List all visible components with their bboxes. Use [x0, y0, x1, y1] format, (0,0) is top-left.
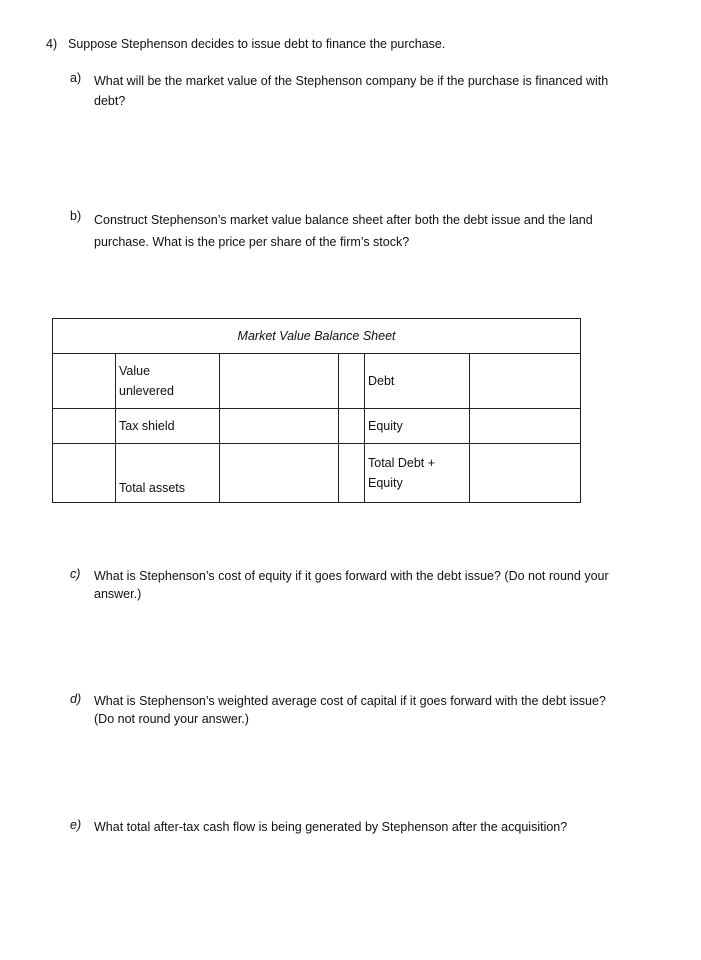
- part-d-line-1: What is Stephenson’s weighted average cost of capital if it goes forward with the debt issue?: [94, 694, 606, 708]
- total-assets-input-cell[interactable]: [220, 444, 339, 503]
- label-cell: [365, 354, 470, 409]
- part-a-line-1: What will be the market value of the Stephenson company be if the purchase is financed with: [94, 74, 609, 88]
- empty-cell[interactable]: [53, 409, 116, 444]
- label-cell: [116, 444, 220, 503]
- label-equity: Equity: [368, 419, 403, 433]
- part-c-line-2: answer.): [94, 587, 142, 601]
- question-number: 4): [46, 37, 58, 51]
- part-a-text: [94, 71, 664, 111]
- part-c-letter: c): [70, 567, 81, 581]
- tax-shield-input-cell[interactable]: [220, 409, 339, 444]
- part-e-line-1: What total after-tax cash flow is being generated by Stephenson after the acquisition?: [94, 820, 568, 834]
- label-cell: [116, 354, 220, 409]
- part-d-text: [94, 692, 664, 728]
- label-cell: [365, 409, 470, 444]
- label-value-unlevered-1: Value: [119, 364, 151, 378]
- part-b-line-1: Construct Stephenson’s market value balance sheet after both the debt issue and the land: [94, 213, 593, 227]
- balance-sheet-table: [52, 318, 581, 503]
- label-tax-shield: Tax shield: [119, 419, 175, 433]
- label-cell: [116, 409, 220, 444]
- part-d-letter: d): [70, 692, 82, 706]
- empty-cell[interactable]: [53, 444, 116, 503]
- equity-input-cell[interactable]: [470, 409, 581, 444]
- part-c-text: [94, 567, 664, 603]
- label-value-unlevered-2: unlevered: [119, 384, 174, 398]
- value-unlevered-input-cell[interactable]: [220, 354, 339, 409]
- label-total-assets: Total assets: [119, 481, 186, 495]
- part-e-letter: e): [70, 818, 82, 832]
- part-c-line-1: What is Stephenson’s cost of equity if it goes forward with the debt issue? (Do not round your: [94, 569, 609, 583]
- part-a-line-2: debt?: [94, 94, 126, 108]
- label-cell: [365, 444, 470, 503]
- table-row: [53, 409, 581, 444]
- part-b-letter: b): [70, 209, 82, 223]
- part-a-letter: a): [70, 71, 82, 85]
- balance-sheet-title: Market Value Balance Sheet: [53, 319, 581, 354]
- empty-cell[interactable]: [53, 354, 116, 409]
- table-row: [53, 444, 581, 503]
- label-debt: Debt: [368, 374, 395, 388]
- debt-input-cell[interactable]: [470, 354, 581, 409]
- part-b-line-2: purchase. What is the price per share of the firm’s stock?: [94, 235, 410, 249]
- total-debt-equity-input-cell[interactable]: [470, 444, 581, 503]
- spacer-cell: [339, 409, 365, 444]
- label-total-debt-equity-2: Equity: [368, 476, 403, 490]
- part-d-line-2: (Do not round your answer.): [94, 712, 249, 726]
- spacer-cell: [339, 444, 365, 503]
- spacer-cell: [339, 354, 365, 409]
- table-row: [53, 354, 581, 409]
- label-total-debt-equity-1: Total Debt +: [368, 456, 436, 470]
- part-b-text: [94, 209, 664, 253]
- question-text: Suppose Stephenson decides to issue debt to finance the purchase.: [68, 37, 446, 51]
- part-e-text: [94, 818, 664, 836]
